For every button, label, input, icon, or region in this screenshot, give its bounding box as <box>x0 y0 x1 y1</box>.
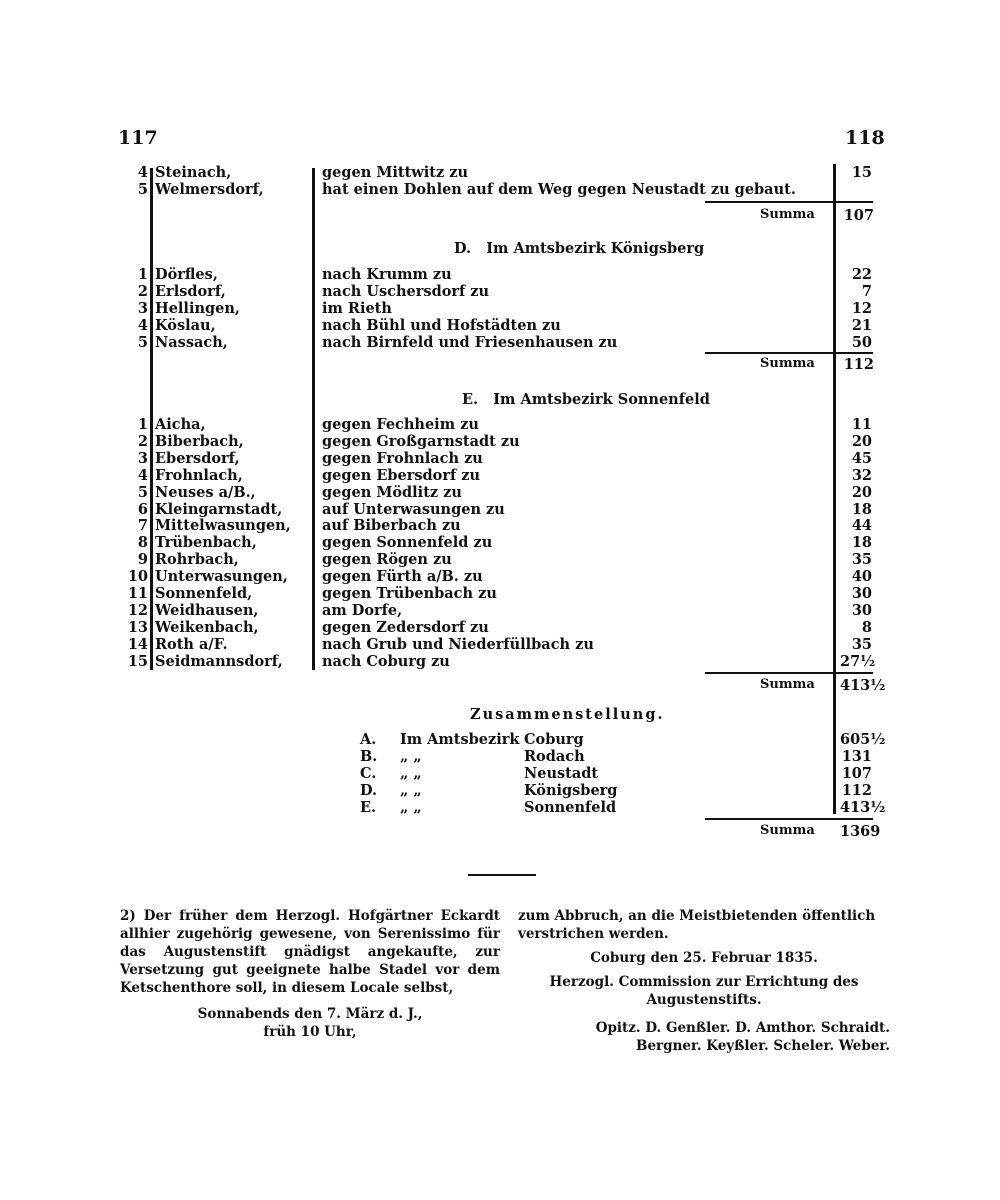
page-number-left: 117 <box>118 127 158 149</box>
section-letter: D. <box>454 240 472 257</box>
signatories-line-1: Opitz. D. Genßler. D. Amthor. Schraidt. <box>595 1020 890 1036</box>
row-value: 44 <box>851 517 872 535</box>
notice-left-column <box>120 907 500 1041</box>
row-place: Köslau, <box>155 317 216 334</box>
notice-time: früh 10 Uhr, <box>263 1024 357 1040</box>
table-row <box>0 517 880 534</box>
summa-d <box>760 356 880 374</box>
table-row <box>0 416 880 433</box>
page-number-right: 118 <box>845 127 885 149</box>
row-number: 12 <box>127 601 148 619</box>
row-description: gegen Rögen zu <box>322 551 452 569</box>
row-description: nach Grub und Niederfüllbach zu <box>322 635 594 653</box>
notice-authority: Herzogl. Commission zur Errichtung des Augustenstifts. <box>549 974 859 1008</box>
table-row <box>0 164 880 181</box>
notice-date: Sonnabends den 7. März d. J., <box>197 1006 423 1022</box>
summary-row <box>0 799 886 816</box>
summary-prefix: „ „ <box>400 799 422 816</box>
table-row <box>0 551 880 568</box>
row-value: 18 <box>851 500 872 518</box>
row-number: 5 <box>137 483 148 501</box>
section-separator <box>468 874 536 876</box>
summary-value: 605½ <box>840 731 886 748</box>
row-description: gegen Mittwitz zu <box>322 164 469 181</box>
row-value: 30 <box>851 601 872 619</box>
summary-row <box>0 782 880 799</box>
row-number: 4 <box>137 317 148 334</box>
summa-label: Summa <box>760 356 815 371</box>
summa-rule <box>705 201 873 203</box>
summa-value: 413½ <box>840 677 886 694</box>
notice-continuation: zum Abbruch, an die Meistbietenden öffentlich verstrichen werden. <box>518 908 876 942</box>
row-value: 50 <box>851 334 872 351</box>
row-place: Sonnenfeld, <box>155 585 253 602</box>
summa-rule <box>705 352 873 354</box>
summary-prefix: Im Amtsbezirk <box>400 731 520 748</box>
summary-row <box>0 731 886 748</box>
summa-e <box>760 677 886 695</box>
row-place: Dörfles, <box>155 266 218 283</box>
row-place: Erlsdorf, <box>155 283 226 300</box>
row-description: hat einen Dohlen auf dem Weg gegen Neustadt zu gebaut. <box>322 181 796 198</box>
summa-rule <box>705 818 873 820</box>
row-place: Trübenbach, <box>155 534 257 552</box>
summa-label: Summa <box>760 207 815 222</box>
table-row <box>0 484 880 501</box>
row-place: Frohnlach, <box>155 466 243 484</box>
summary-value: 112 <box>841 782 872 799</box>
summary-value: 107 <box>841 765 872 782</box>
summary-district: Sonnenfeld <box>524 799 617 816</box>
row-number: 4 <box>137 466 148 484</box>
notice-right-column <box>518 907 890 1055</box>
row-place: Aicha, <box>155 416 206 433</box>
row-place: Roth a/F. <box>155 635 228 653</box>
row-description: im Rieth <box>322 300 392 317</box>
row-place: Rohrbach, <box>155 551 239 569</box>
row-description: gegen Großgarnstadt zu <box>322 432 520 450</box>
row-number: 5 <box>137 334 148 351</box>
row-value: 8 <box>861 618 872 636</box>
row-value: 12 <box>851 300 872 317</box>
table-row <box>0 636 880 653</box>
summary-row <box>0 748 880 765</box>
row-description: gegen Ebersdorf zu <box>322 466 481 484</box>
table-row <box>0 300 880 317</box>
table-row <box>0 433 880 450</box>
zusammenstellung-title: Zusammenstellung. <box>470 706 665 723</box>
table-row <box>0 317 880 334</box>
row-number: 15 <box>127 652 148 670</box>
summary-row <box>0 765 880 782</box>
summary-prefix: „ „ <box>400 748 422 765</box>
row-value: 35 <box>851 635 872 653</box>
section-e-heading <box>462 391 710 408</box>
row-value: 40 <box>851 568 872 586</box>
summary-district: Coburg <box>524 731 584 748</box>
row-place: Seidmannsdorf, <box>155 652 283 670</box>
row-number: 6 <box>137 500 148 518</box>
row-place: Weikenbach, <box>155 618 259 636</box>
row-value: 20 <box>851 432 872 450</box>
row-description: gegen Frohnlach zu <box>322 449 483 467</box>
row-value: 21 <box>851 317 872 334</box>
summa-value: 107 <box>843 207 874 224</box>
summary-letter: B. <box>360 748 378 765</box>
row-number: 7 <box>137 517 148 535</box>
row-place: Kleingarnstadt, <box>155 500 283 518</box>
table-row <box>0 450 880 467</box>
row-value: 32 <box>851 466 872 484</box>
summa-label: Summa <box>760 823 815 838</box>
summary-district: Königsberg <box>524 782 618 799</box>
row-place: Steinach, <box>155 164 232 181</box>
row-description: nach Birnfeld und Friesenhausen zu <box>322 334 618 351</box>
row-description: nach Bühl und Hofstädten zu <box>322 317 561 334</box>
table-row <box>0 334 880 351</box>
row-place: Nassach, <box>155 334 228 351</box>
row-number: 1 <box>137 266 148 283</box>
summa-value: 1369 <box>840 823 881 840</box>
row-number: 4 <box>137 164 148 181</box>
summa-label: Summa <box>760 677 815 692</box>
row-number: 3 <box>137 300 148 317</box>
row-place: Weidhausen, <box>155 601 259 619</box>
section-letter: E. <box>462 391 479 408</box>
section-title: Im Amtsbezirk Sonnenfeld <box>493 391 710 408</box>
row-place: Ebersdorf, <box>155 449 240 467</box>
summary-letter: A. <box>360 731 377 748</box>
summary-prefix: „ „ <box>400 765 422 782</box>
row-value: 11 <box>851 416 872 433</box>
row-description: auf Biberbach zu <box>322 517 461 535</box>
row-number: 14 <box>127 635 148 653</box>
row-value: 35 <box>851 551 872 569</box>
summary-prefix: „ „ <box>400 782 422 799</box>
table-row <box>0 266 880 283</box>
summary-district: Rodach <box>524 748 585 765</box>
notice-text: 2) Der früher dem Herzogl. Hofgärtner Eckardt allhier zugehörig gewesene, von Serenissimo für das Augustenstift gnädigst angekaufte, zur Versetzung gut geeignete halbe Stadel vor dem Ketschenthore soll, in diesem Locale selbst, <box>120 908 500 996</box>
summa-value: 112 <box>843 356 874 373</box>
table-row <box>0 181 880 198</box>
row-place: Hellingen, <box>155 300 240 317</box>
row-place: Biberbach, <box>155 432 244 450</box>
table-row <box>0 467 880 484</box>
row-number: 11 <box>127 585 148 602</box>
row-number: 3 <box>137 449 148 467</box>
row-number: 1 <box>137 416 148 433</box>
row-value: 7 <box>861 283 872 300</box>
summary-letter: E. <box>360 799 377 816</box>
row-description: nach Coburg zu <box>322 652 450 670</box>
row-place: Mittelwasungen, <box>155 517 291 535</box>
section-title: Im Amtsbezirk Königsberg <box>486 240 705 257</box>
notice-place-date: Coburg den 25. Februar 1835. <box>590 950 818 966</box>
summary-value: 131 <box>841 748 872 765</box>
row-number: 10 <box>127 568 148 586</box>
row-number: 9 <box>137 551 148 569</box>
summa-rule <box>705 672 873 674</box>
row-description: auf Unterwasungen zu <box>322 500 505 518</box>
row-description: nach Uschersdorf zu <box>322 283 490 300</box>
row-description: gegen Trübenbach zu <box>322 585 497 602</box>
row-description: nach Krumm zu <box>322 266 452 283</box>
summa-total <box>760 823 880 841</box>
row-place: Unterwasungen, <box>155 568 288 586</box>
row-description: gegen Fürth a/B. zu <box>322 568 483 586</box>
row-description: gegen Fechheim zu <box>322 416 479 433</box>
row-value: 27½ <box>840 652 876 670</box>
row-place: Welmersdorf, <box>155 181 264 198</box>
table-row <box>0 534 880 551</box>
row-number: 2 <box>137 283 148 300</box>
row-value: 22 <box>851 266 872 283</box>
summary-value: 413½ <box>840 799 886 816</box>
table-row <box>0 283 880 300</box>
table-row <box>0 585 880 602</box>
row-place: Neuses a/B., <box>155 483 256 501</box>
section-d-heading <box>454 240 704 257</box>
row-description: gegen Mödlitz zu <box>322 483 462 501</box>
table-row <box>0 602 880 619</box>
row-value: 30 <box>851 585 872 602</box>
row-number: 2 <box>137 432 148 450</box>
table-row <box>0 653 880 670</box>
row-value: 18 <box>851 534 872 552</box>
table-row <box>0 501 880 518</box>
summary-district: Neustadt <box>524 765 599 782</box>
row-number: 13 <box>127 618 148 636</box>
summary-letter: C. <box>360 765 377 782</box>
row-description: gegen Zedersdorf zu <box>322 618 489 636</box>
row-value: 45 <box>851 449 872 467</box>
row-description: gegen Sonnenfeld zu <box>322 534 493 552</box>
summa-c <box>760 207 880 225</box>
row-description: am Dorfe, <box>322 601 403 619</box>
row-value: 15 <box>851 164 872 181</box>
signatories-line-2: Bergner. Keyßler. Scheler. Weber. <box>636 1038 890 1054</box>
summary-letter: D. <box>360 782 378 799</box>
row-number: 8 <box>137 534 148 552</box>
table-row <box>0 568 880 585</box>
row-number: 5 <box>137 181 148 198</box>
table-row <box>0 619 880 636</box>
row-value: 20 <box>851 483 872 501</box>
